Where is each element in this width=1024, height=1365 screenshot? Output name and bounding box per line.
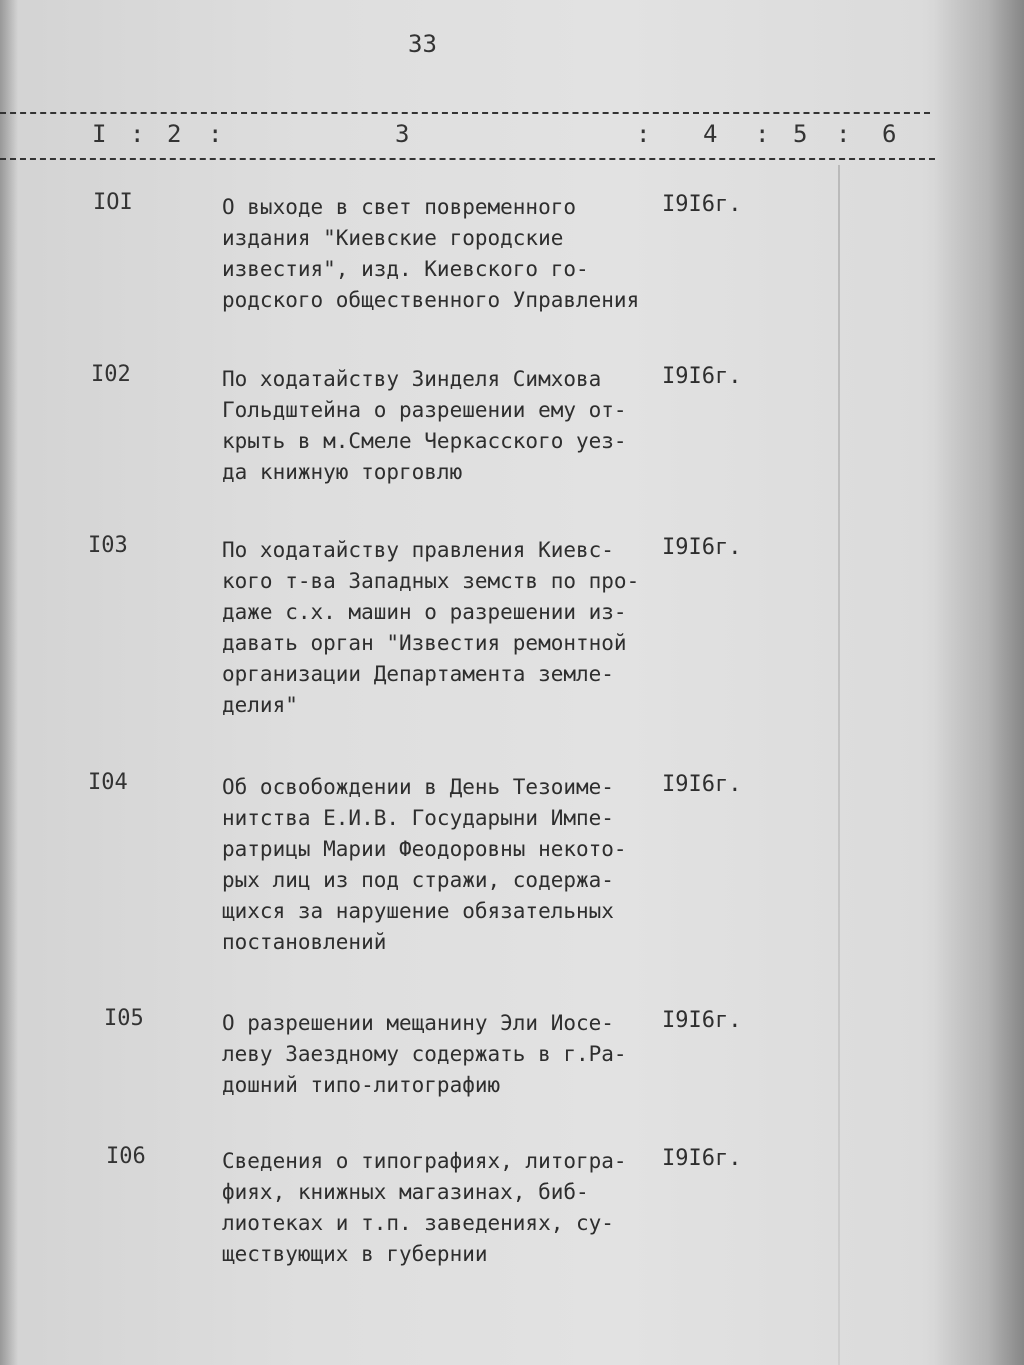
page-number: 33	[408, 30, 437, 58]
entry-number: I06	[106, 1144, 146, 1169]
column-header-separator: :	[836, 120, 851, 148]
entry-number: I02	[91, 362, 131, 387]
column-header-separator: :	[208, 120, 223, 148]
header-bottom-rule	[0, 158, 935, 160]
entry-year: I9I6г.	[662, 535, 742, 560]
entry-number: I05	[104, 1006, 144, 1031]
entry-description: О разрешении мещанину Эли Иосе- леву Заездному содержать в г.Ра- дошний типо-литографию	[222, 1011, 627, 1097]
column-header-separator: :	[636, 120, 651, 148]
column-header-1: I	[92, 120, 107, 148]
entry-year: I9I6г.	[662, 1146, 742, 1171]
column-header-separator: :	[755, 120, 770, 148]
column-header-3: 3	[395, 120, 410, 148]
entry-number: IOI	[93, 190, 133, 215]
entry-description: По ходатайству Зинделя Симхова Гольдштейна о разрешении ему от- крыть в м.Смеле Черкасского уез- да книжную торговлю	[222, 367, 627, 484]
column-header-5: 5	[793, 120, 808, 148]
entry-description: О выходе в свет повременного издания "Киевские городские известия", изд. Киевского го- родского общественного Управления	[222, 195, 640, 312]
entry-description: По ходатайству правления Киевс- кого т-ва Западных земств по про- даже с.х. машин о разрешении из- давать орган "Известия ремонтной организации Департамента земле- делия"	[222, 538, 640, 717]
column-header-separator: :	[130, 120, 145, 148]
entry-year: I9I6г.	[662, 1008, 742, 1033]
column-header-4: 4	[703, 120, 718, 148]
page-right-shadow	[934, 0, 1024, 1365]
entry-year: I9I6г.	[662, 772, 742, 797]
entry-number: I04	[88, 770, 128, 795]
column-header-2: 2	[167, 120, 182, 148]
entry-number: I03	[88, 533, 128, 558]
entry-year: I9I6г.	[662, 364, 742, 389]
header-top-rule	[0, 112, 930, 114]
column-header-6: 6	[882, 120, 897, 148]
entry-description: Сведения о типографиях, литогра- фиях, книжных магазинах, биб- лиотеках и т.п. заведениях, су- ществующих в губернии	[222, 1149, 627, 1266]
entry-year: I9I6г.	[662, 192, 742, 217]
column-divider	[838, 165, 840, 1365]
page-left-shadow	[0, 0, 18, 1365]
entry-description: Об освобождении в День Тезоиме- нитства Е.И.В. Государыни Импе- ратрицы Марии Феодоровны некото- рых лиц из под стражи, содержа- щихся за нарушение обязательных постановлений	[222, 775, 627, 954]
